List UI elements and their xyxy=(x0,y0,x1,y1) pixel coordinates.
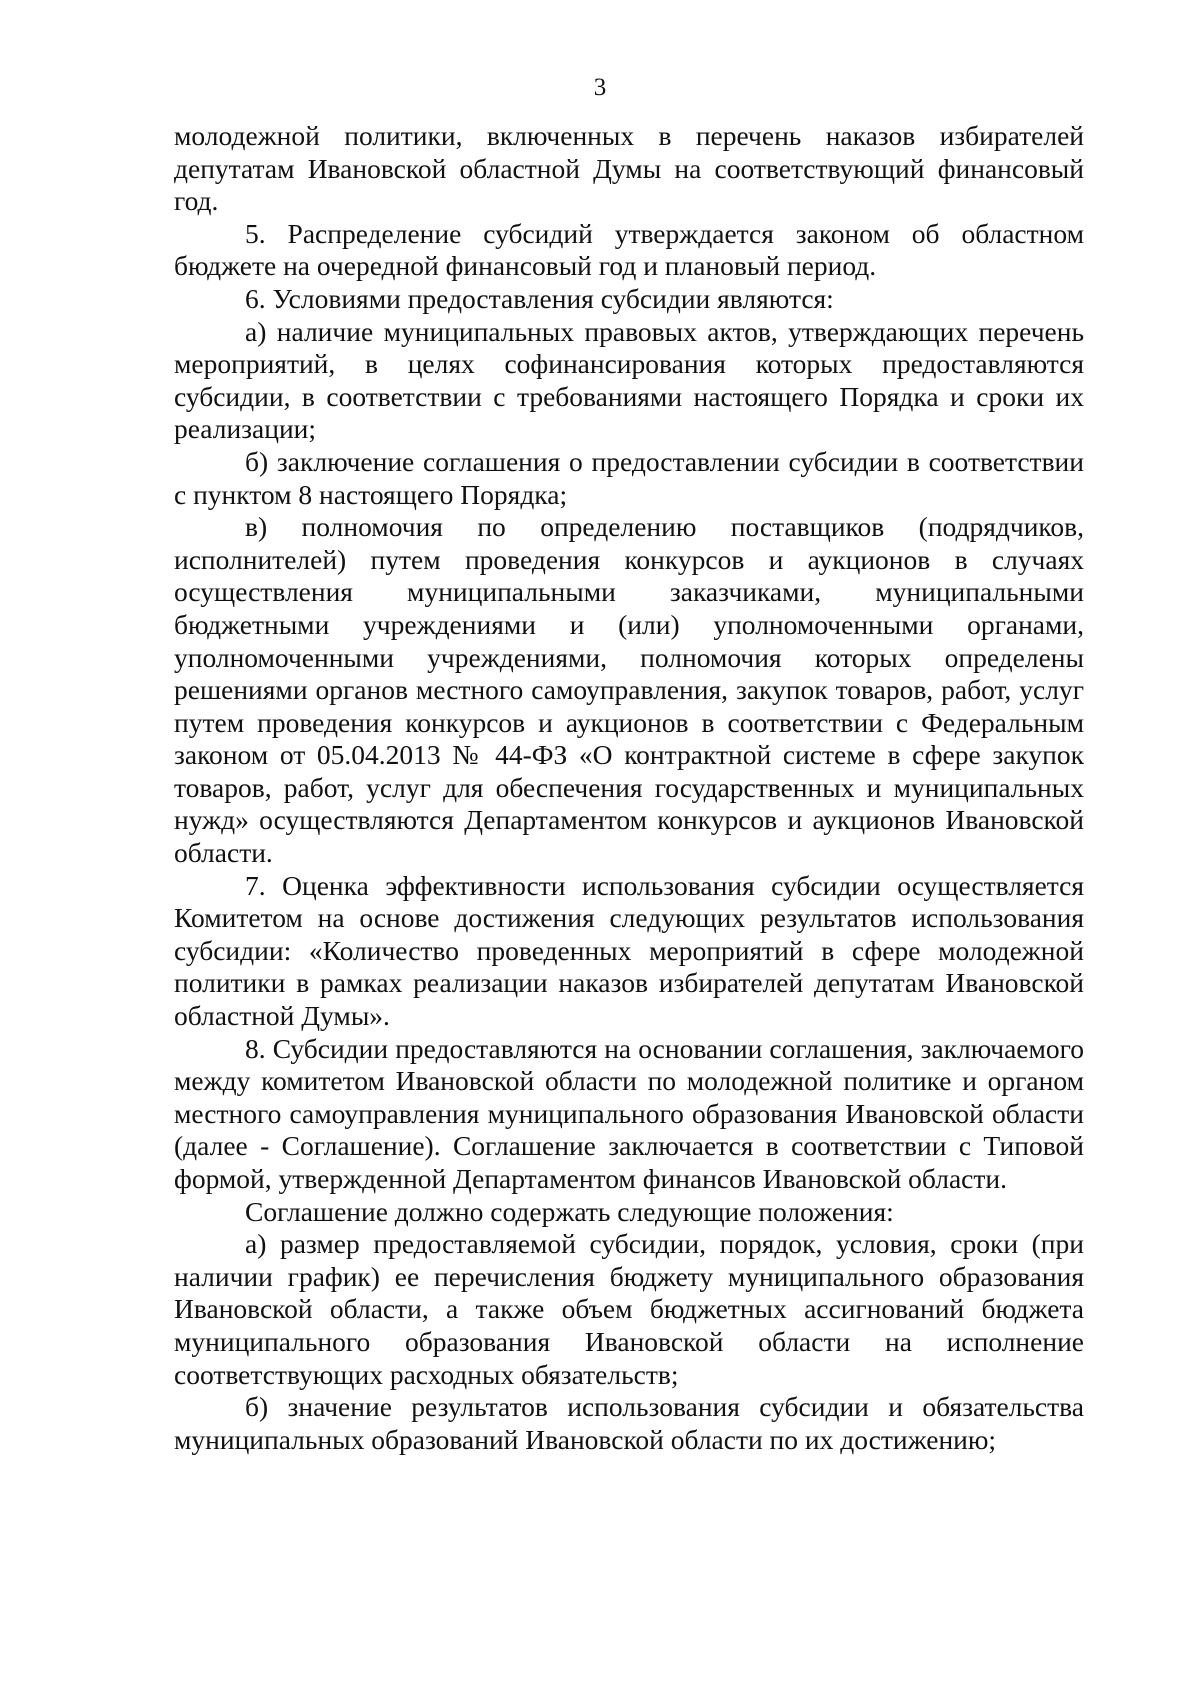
paragraph-item-6v: в) полномочия по определению поставщиков (подрядчиков, исполнителей) путем проведения конкурсов и аукционов в случаях осуществления муниципальными заказчиками, муниципальными бюджетными учреждениями и (или) уполномоченными органами, уполномоченными учреждениями, полномочия которых определены решениями органов местного самоуправления, закупок товаров, работ, услуг путем проведения конкурсов и аукционов в соответствии с Федеральным законом от 05.04.2013 № 44-ФЗ «О контрактной системе в сфере закупок товаров, работ, услуг для обеспечения государственных и муниципальных нужд» осуществляются Департаментом конкурсов и аукционов Ивановской области. xyxy=(174,511,1084,869)
document-body xyxy=(174,120,1084,1456)
page-number: 3 xyxy=(593,74,607,101)
paragraph-agreement-a: а) размер предоставляемой субсидии, порядок, условия, сроки (при наличии график) ее перечисления бюджету муниципального образования Ивановской области, а также объем бюджетных ассигнований бюджета муниципального образования Ивановской области на исполнение соответствующих расходных обязательств; xyxy=(174,1228,1084,1390)
paragraph-item-7: 7. Оценка эффективности использования субсидии осуществляется Комитетом на основе достижения следующих результатов использования субсидии: «Количество проведенных мероприятий в сфере молодежной политики в рамках реализации наказов избирателей депутатам Ивановской областной Думы». xyxy=(174,869,1084,1032)
paragraph-item-8: 8. Субсидии предоставляются на основании соглашения, заключаемого между комитетом Ивановской области по молодежной политике и органом местного самоуправления муниципального образования Ивановской области (далее - Соглашение). Соглашение заключается в соответствии с Типовой формой, утвержденной Департаментом финансов Ивановской области. xyxy=(174,1032,1084,1194)
paragraph-item-6: 6. Условиями предоставления субсидии являются: xyxy=(245,282,834,314)
paragraph-item-6a: а) наличие муниципальных правовых актов, утверждающих перечень мероприятий, в целях софинансирования которых предоставляются субсидии, в соответствии с требованиями настоящего Порядка и сроки их реализации; xyxy=(174,315,1084,445)
paragraph-item-5: 5. Распределение субсидий утверждается законом об областном бюджете на очередной финансовый год и плановый период. xyxy=(174,217,1084,282)
paragraph-item-6b: б) заключение соглашения о предоставлении субсидии в соответствии с пунктом 8 настоящего Порядка; xyxy=(174,445,1084,510)
paragraph-agreement-intro: Соглашение должно содержать следующие положения: xyxy=(245,1195,894,1227)
paragraph-agreement-b: б) значение результатов использования субсидии и обязательства муниципальных образований Ивановской области по их достижению; xyxy=(174,1391,1084,1455)
paragraph-continuation: молодежной политики, включенных в перечень наказов избирателей депутатам Ивановской областной Думы на соответствующий финансовый год. xyxy=(174,120,1084,217)
